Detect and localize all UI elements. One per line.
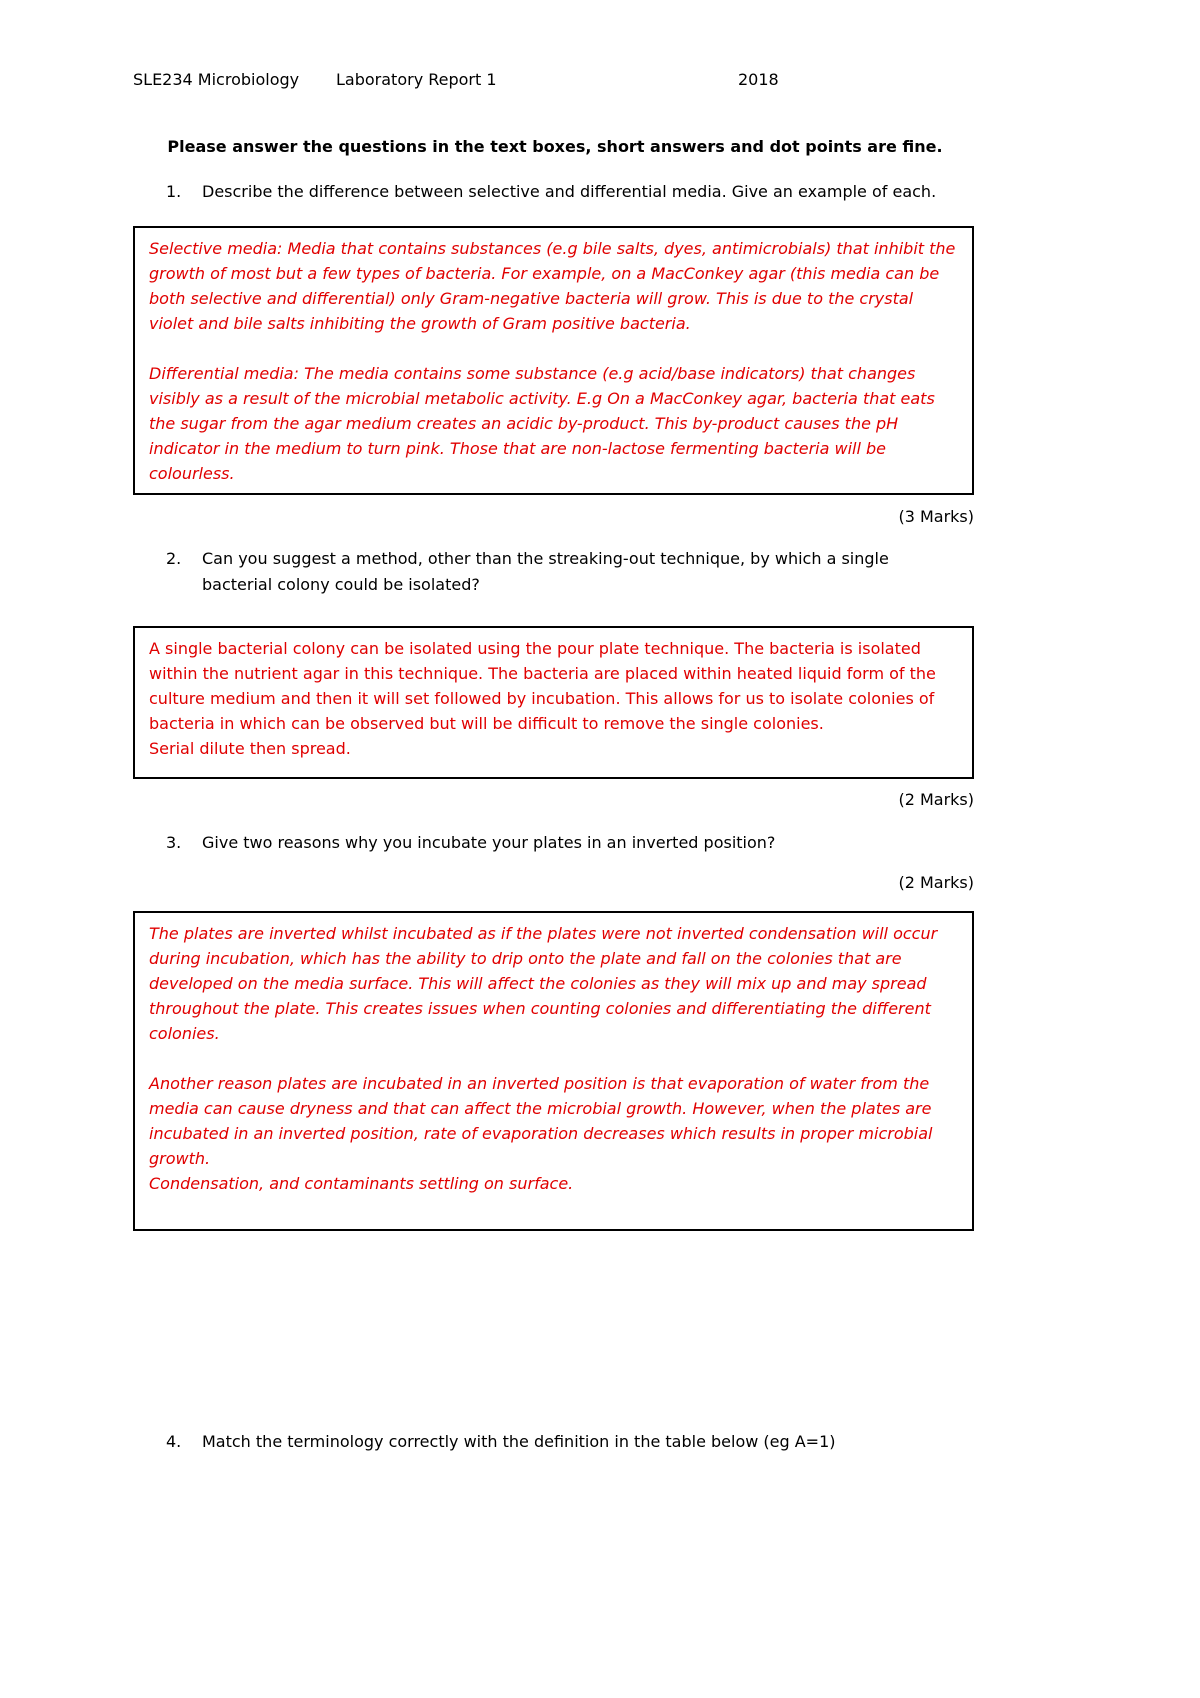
- marks-1: (3 Marks): [898, 507, 974, 526]
- answer-paragraph: Another reason plates are incubated in an inverted position is that evaporation of water from the media can cause dryness and that can affect the microbial growth. However, when the plates are incubated in an inverted position, rate of evaporation decreases which results in proper microbial growth.: [149, 1074, 933, 1168]
- answer-paragraph: Condensation, and contaminants settling on surface.: [149, 1174, 574, 1193]
- marks-2: (2 Marks): [898, 790, 974, 809]
- question-number: 3.: [166, 833, 182, 852]
- answer-box-1[interactable]: [133, 226, 974, 495]
- marks-3: (2 Marks): [898, 873, 974, 892]
- course-title: SLE234 Microbiology: [133, 70, 300, 89]
- report-title: Laboratory Report 1: [336, 70, 497, 89]
- question-text: Describe the difference between selective and differential media. Give an example of each.: [202, 182, 937, 201]
- question-text: Give two reasons why you incubate your plates in an inverted position?: [202, 833, 776, 852]
- answer-paragraph: Differential media: The media contains some substance (e.g acid/base indicators) that changes visibly as a result of the microbial metabolic activity. E.g On a MacConkey agar, bacteria that eats the sugar from the agar medium creates an acidic by-product. This by-product causes the pH indicator in the medium to turn pink. Those that are non-lactose fermenting bacteria will be colourless.: [149, 364, 935, 483]
- question-text: Match the terminology correctly with the definition in the table below (eg A=1): [202, 1432, 836, 1451]
- answer-paragraph: Selective media: Media that contains substances (e.g bile salts, dyes, antimicrobials) that inhibit the growth of most but a few types of bacteria. For example, on a MacConkey agar (this media can be both selective and differential) only Gram-negative bacteria will grow. This is due to the crystal violet and bile salts inhibiting the growth of Gram positive bacteria.: [149, 239, 956, 333]
- question-2: [166, 546, 946, 598]
- question-number: 1.: [166, 182, 182, 201]
- question-text: Can you suggest a method, other than the streaking-out technique, by which a single bacterial colony could be isolated?: [202, 549, 889, 594]
- instructions: Please answer the questions in the text boxes, short answers and dot points are fine.: [167, 137, 943, 156]
- question-number: 2.: [166, 549, 182, 568]
- answer-box-3[interactable]: [133, 911, 974, 1231]
- answer-box-2[interactable]: [133, 626, 974, 779]
- report-year: 2018: [738, 70, 779, 89]
- answer-paragraph: The plates are inverted whilst incubated as if the plates were not inverted condensation will occur during incubation, which has the ability to drip onto the plate and fall on the colonies that are developed on the media surface. This will affect the colonies as they will mix up and may spread throughout the plate. This creates issues when counting colonies and differentiating the different colonies.: [149, 924, 938, 1043]
- answer-paragraph: A single bacterial colony can be isolated using the pour plate technique. The bacteria is isolated within the nutrient agar in this technique. The bacteria are placed within heated liquid form of the culture medium and then it will set followed by incubation. This allows for us to isolate colonies of bacteria in which can be observed but will be difficult to remove the single colonies.: [149, 639, 936, 733]
- question-number: 4.: [166, 1432, 182, 1451]
- answer-paragraph: Serial dilute then spread.: [149, 739, 351, 758]
